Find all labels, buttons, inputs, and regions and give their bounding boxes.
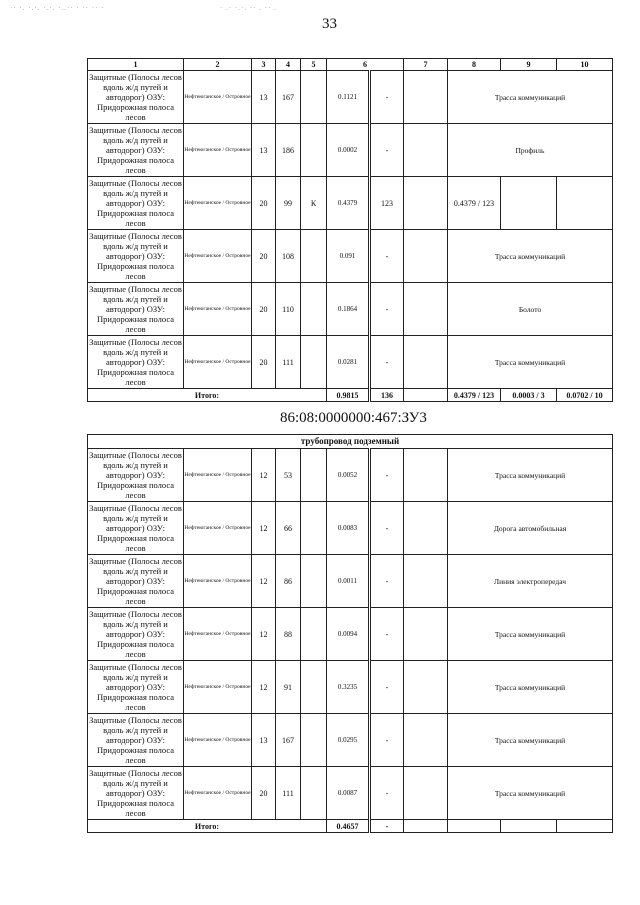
volume-cell: - (370, 714, 404, 767)
land-type-cell: Трасса коммуникаций (448, 449, 613, 502)
category-cell (301, 714, 327, 767)
empty-cell (404, 336, 448, 389)
forest-category-cell: Защитные (Полосы лесов вдоль ж/д путей и автодорог) ОЗУ: Придорожная полоса лесов (89, 609, 182, 659)
col7-cell (404, 177, 448, 230)
volume-cell: - (370, 555, 404, 608)
quarter-cell: 20 (252, 336, 276, 389)
quarter-cell: 20 (252, 283, 276, 336)
area-cell: 0.1864 (327, 283, 370, 336)
forest-category-cell: Защитные (Полосы лесов вдоль ж/д путей и автодорог) ОЗУ: Придорожная полоса лесов (89, 284, 182, 334)
quarter-cell: 12 (252, 608, 276, 661)
header-cell: 5 (301, 59, 327, 71)
total-volume: - (370, 820, 404, 833)
category-cell: К (301, 177, 327, 230)
table-row (88, 502, 613, 555)
forestry-cell: Нефтеюганское / Островное (184, 283, 252, 336)
empty-cell (404, 124, 448, 177)
forest-category-cell: Защитные (Полосы лесов вдоль ж/д путей и автодорог) ОЗУ: Придорожная полоса лесов (89, 72, 182, 122)
area-cell: 0.091 (327, 230, 370, 283)
total-col8 (448, 820, 501, 833)
pipeline-subheader: трубопровод подземный (88, 435, 613, 449)
volume-cell: 123 (370, 177, 404, 230)
empty-cell (404, 230, 448, 283)
plot-cell: 66 (276, 502, 301, 555)
area-cell: 0.4379 (327, 177, 370, 230)
plot-cell: 53 (276, 449, 301, 502)
plot-cell: 167 (276, 71, 301, 124)
table-row (88, 283, 613, 336)
total-area: 0.4657 (327, 820, 370, 833)
land-type-cell: Трасса коммуникаций (448, 608, 613, 661)
plot-cell: 108 (276, 230, 301, 283)
volume-cell: - (370, 608, 404, 661)
land-type-cell: Трасса коммуникаций (448, 336, 613, 389)
total-col10: 0.0702 / 10 (557, 389, 613, 402)
category-cell (301, 336, 327, 389)
quarter-cell: 20 (252, 177, 276, 230)
forest-category-cell: Защитные (Полосы лесов вдоль ж/д путей и автодорог) ОЗУ: Придорожная полоса лесов (89, 503, 182, 553)
category-cell (301, 71, 327, 124)
area-cell: 0.0002 (327, 124, 370, 177)
table-row (88, 124, 613, 177)
volume-cell: - (370, 283, 404, 336)
forestry-cell: Нефтеюганское / Островное (184, 608, 252, 661)
empty-cell (404, 661, 448, 714)
category-cell (301, 449, 327, 502)
col10-cell (557, 177, 613, 230)
volume-cell: - (370, 336, 404, 389)
quarter-cell: 12 (252, 449, 276, 502)
total-col7 (404, 389, 448, 402)
subheader-row (88, 435, 613, 449)
volume-cell: - (370, 230, 404, 283)
forest-category-cell: Защитные (Полосы лесов вдоль ж/д путей и автодорог) ОЗУ: Придорожная полоса лесов (89, 556, 182, 606)
total-col9 (501, 820, 557, 833)
header-cell: 7 (404, 59, 448, 71)
forestry-cell: Нефтеюганское / Островное (184, 714, 252, 767)
header-cell: 10 (557, 59, 613, 71)
plot-cell: 186 (276, 124, 301, 177)
table-row (88, 661, 613, 714)
header-cell: 9 (501, 59, 557, 71)
total-row (88, 389, 613, 402)
volume-cell: - (370, 449, 404, 502)
table-row (88, 336, 613, 389)
header-cell: 4 (276, 59, 301, 71)
land-type-cell: Трасса коммуникаций (448, 71, 613, 124)
header-cell: 3 (252, 59, 276, 71)
total-row (88, 820, 613, 833)
land-type-cell: Трасса коммуникаций (448, 767, 613, 820)
category-cell (301, 608, 327, 661)
table-row (88, 71, 613, 124)
forest-category-cell: Защитные (Полосы лесов вдоль ж/д путей и автодорог) ОЗУ: Придорожная полоса лесов (89, 231, 182, 281)
plot-cell: 99 (276, 177, 301, 230)
quarter-cell: 20 (252, 767, 276, 820)
empty-cell (404, 449, 448, 502)
forestry-cell: Нефтеюганское / Островное (184, 71, 252, 124)
quarter-cell: 12 (252, 661, 276, 714)
category-cell (301, 555, 327, 608)
total-col10 (557, 820, 613, 833)
area-cell: 0.0011 (327, 555, 370, 608)
forestry-cell: Нефтеюганское / Островное (184, 230, 252, 283)
plot-cell: 111 (276, 767, 301, 820)
header-row (88, 59, 613, 71)
cadastral-number: 86:08:0000000:467:ЗУ3 (280, 410, 427, 426)
table-row (88, 449, 613, 502)
volume-cell: - (370, 502, 404, 555)
land-type-cell: Линия электропередач (448, 555, 613, 608)
area-cell: 0.0052 (327, 449, 370, 502)
area-cell: 0.1121 (327, 71, 370, 124)
category-cell (301, 124, 327, 177)
total-label: Итого: (88, 389, 327, 402)
area-cell: 0.0281 (327, 336, 370, 389)
empty-cell (404, 608, 448, 661)
forestry-cell: Нефтеюганское / Островное (184, 661, 252, 714)
empty-cell (404, 502, 448, 555)
plot-cell: 167 (276, 714, 301, 767)
volume-cell: - (370, 124, 404, 177)
forestry-cell: Нефтеюганское / Островное (184, 449, 252, 502)
area-cell: 0.0087 (327, 767, 370, 820)
volume-cell: - (370, 767, 404, 820)
forestry-cell: Нефтеюганское / Островное (184, 555, 252, 608)
scan-noise-top: ·· ·. ·.·. ·.·. ·..·· · ·· ·· · (10, 4, 105, 12)
land-type-cell: Болото (448, 283, 613, 336)
page-number: 33 (322, 16, 337, 32)
land-type-cell: Трасса коммуникаций (448, 714, 613, 767)
land-type-cell: Профиль (448, 124, 613, 177)
total-label: Итого: (88, 820, 327, 833)
category-cell (301, 661, 327, 714)
quarter-cell: 13 (252, 71, 276, 124)
land-type-cell: Трасса коммуникаций (448, 230, 613, 283)
forest-category-cell: Защитные (Полосы лесов вдоль ж/д путей и автодорог) ОЗУ: Придорожная полоса лесов (89, 178, 182, 228)
land-type-cell: Трасса коммуникаций (448, 661, 613, 714)
forest-category-cell: Защитные (Полосы лесов вдоль ж/д путей и автодорог) ОЗУ: Придорожная полоса лесов (89, 125, 182, 175)
empty-cell (404, 767, 448, 820)
table-row (88, 714, 613, 767)
category-cell (301, 230, 327, 283)
plot-cell: 110 (276, 283, 301, 336)
table-row (88, 230, 613, 283)
plot-cell: 86 (276, 555, 301, 608)
area-cell: 0.0295 (327, 714, 370, 767)
plot-cell: 88 (276, 608, 301, 661)
volume-cell: - (370, 661, 404, 714)
volume-cell: - (370, 71, 404, 124)
empty-cell (404, 283, 448, 336)
scan-noise-top-right: · .· ·.·. ·· . ·· . (220, 4, 277, 12)
table-row (88, 177, 613, 230)
empty-cell (404, 71, 448, 124)
total-volume: 136 (370, 389, 404, 402)
empty-cell (404, 555, 448, 608)
category-cell (301, 283, 327, 336)
forestry-cell: Нефтеюганское / Островное (184, 502, 252, 555)
forest-category-cell: Защитные (Полосы лесов вдоль ж/д путей и автодорог) ОЗУ: Придорожная полоса лесов (89, 662, 182, 712)
allotment-table-1 (87, 58, 613, 402)
quarter-cell: 13 (252, 124, 276, 177)
plot-cell: 91 (276, 661, 301, 714)
forest-category-cell: Защитные (Полосы лесов вдоль ж/д путей и автодорог) ОЗУ: Придорожная полоса лесов (89, 768, 182, 818)
area-cell: 0.3235 (327, 661, 370, 714)
table-row (88, 555, 613, 608)
table-row (88, 608, 613, 661)
empty-cell (404, 714, 448, 767)
forest-category-cell: Защитные (Полосы лесов вдоль ж/д путей и автодорог) ОЗУ: Придорожная полоса лесов (89, 450, 182, 500)
header-cell: 2 (184, 59, 252, 71)
total-area: 0.9815 (327, 389, 370, 402)
total-col8: 0.4379 / 123 (448, 389, 501, 402)
total-col9: 0.0003 / 3 (501, 389, 557, 402)
quarter-cell: 20 (252, 230, 276, 283)
header-cell: 6 (327, 59, 404, 71)
allotment-table-2 (87, 434, 613, 833)
area-cell: 0.0094 (327, 608, 370, 661)
total-col7 (404, 820, 448, 833)
plot-cell: 111 (276, 336, 301, 389)
quarter-cell: 12 (252, 502, 276, 555)
forest-category-cell: Защитные (Полосы лесов вдоль ж/д путей и автодорог) ОЗУ: Придорожная полоса лесов (89, 715, 182, 765)
area-cell: 0.0083 (327, 502, 370, 555)
quarter-cell: 12 (252, 555, 276, 608)
forest-category-cell: Защитные (Полосы лесов вдоль ж/д путей и автодорог) ОЗУ: Придорожная полоса лесов (89, 337, 182, 387)
category-cell (301, 502, 327, 555)
land-type-cell: Дорога автомобильная (448, 502, 613, 555)
header-cell: 8 (448, 59, 501, 71)
header-cell: 1 (88, 59, 184, 71)
forestry-cell: Нефтеюганское / Островное (184, 767, 252, 820)
table-row (88, 767, 613, 820)
col9-cell (501, 177, 557, 230)
forestry-cell: Нефтеюганское / Островное (184, 124, 252, 177)
forestry-cell: Нефтеюганское / Островное (184, 336, 252, 389)
quarter-cell: 13 (252, 714, 276, 767)
forestry-cell: Нефтеюганское / Островное (184, 177, 252, 230)
category-cell (301, 767, 327, 820)
col8-cell: 0.4379 / 123 (448, 177, 501, 230)
